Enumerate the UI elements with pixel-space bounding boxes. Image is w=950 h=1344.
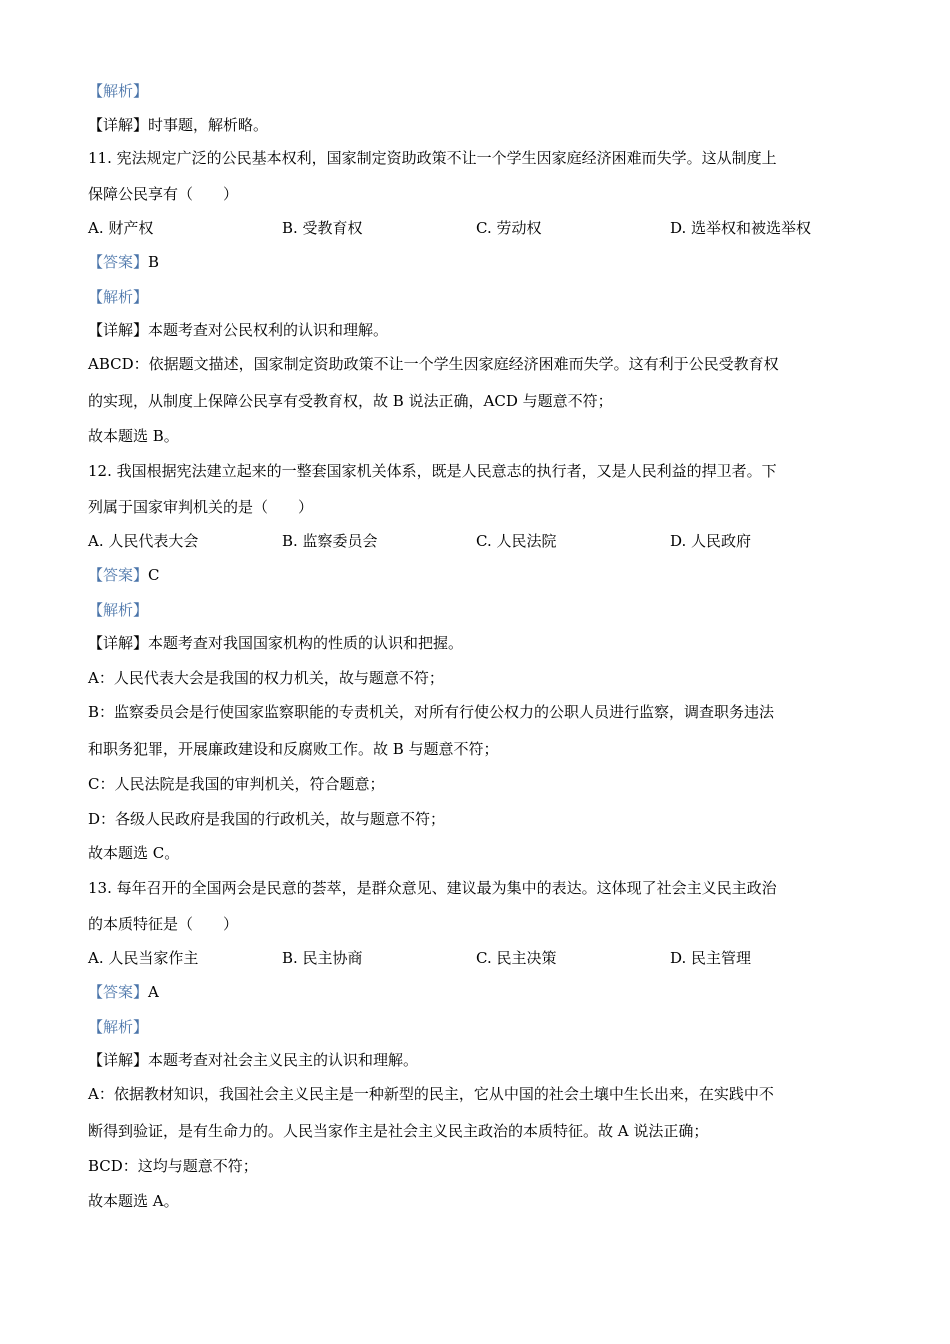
detail-line: C：人民法院是我国的审判机关，符合题意； bbox=[88, 775, 385, 793]
detail-line: 断得到验证，是有生命力的。人民当家作主是社会主义民主政治的本质特征。故 A 说法正确； bbox=[88, 1122, 709, 1140]
detail-line: A：依据教材知识，我国社会主义民主是一种新型的民主，它从中国的社会土壤中生长出来，在实践中不 bbox=[88, 1085, 774, 1103]
q11-stem: 11. 宪法规定广泛的公民基本权利，国家制定资助政策不让一个学生因家庭经济困难而失学。这从制度上 bbox=[88, 149, 777, 167]
q11-stem-cont: 保障公民享有（ ） bbox=[88, 185, 239, 203]
detail-line: D：各级人民政府是我国的行政机关，故与题意不符； bbox=[88, 810, 446, 828]
analysis-label: 【解析】 bbox=[88, 601, 149, 619]
q12-option-c: C. 人民法院 bbox=[476, 532, 557, 550]
detail-line: 故本题选 C。 bbox=[88, 844, 180, 862]
q13-option-b: B. 民主协商 bbox=[282, 949, 363, 967]
analysis-label: 【解析】 bbox=[88, 288, 149, 306]
analysis-label: 【解析】 bbox=[88, 1018, 149, 1036]
q12-answer bbox=[88, 565, 160, 585]
detail-line: ABCD：依据题文描述，国家制定资助政策不让一个学生因家庭经济困难而失学。这有利于公民受教育权 bbox=[88, 355, 779, 373]
q11-option-d: D. 选举权和被选举权 bbox=[670, 219, 812, 237]
analysis-label: 【解析】 bbox=[88, 82, 149, 100]
answer-label: 【答案】 bbox=[88, 253, 149, 271]
q12-stem-cont: 列属于国家审判机关的是（ ） bbox=[88, 498, 314, 516]
q13-stem-cont: 的本质特征是（ ） bbox=[88, 915, 239, 933]
q13-stem: 13. 每年召开的全国两会是民意的荟萃，是群众意见、建议最为集中的表达。这体现了社会主义民主政治 bbox=[88, 879, 777, 897]
q11-answer bbox=[88, 252, 159, 272]
q12-option-b: B. 监察委员会 bbox=[282, 532, 378, 550]
q12-option-d: D. 人民政府 bbox=[670, 532, 752, 550]
detail-line: 【详解】本题考查对公民权利的认识和理解。 bbox=[88, 321, 389, 339]
detail-line: 故本题选 B。 bbox=[88, 427, 179, 445]
q13-option-a: A. 人民当家作主 bbox=[88, 949, 199, 967]
answer-value: C bbox=[148, 566, 160, 584]
answer-label: 【答案】 bbox=[88, 983, 149, 1001]
detail-line: 和职务犯罪，开展廉政建设和反腐败工作。故 B 与题意不符； bbox=[88, 740, 499, 758]
detail-line: A：人民代表大会是我国的权力机关，故与题意不符； bbox=[88, 669, 444, 687]
detail-line: BCD：这均与题意不符； bbox=[88, 1157, 258, 1175]
q11-option-c: C. 劳动权 bbox=[476, 219, 542, 237]
q12-stem: 12. 我国根据宪法建立起来的一整套国家机关体系，既是人民意志的执行者，又是人民利益的捍卫者。下 bbox=[88, 462, 777, 480]
answer-value: A bbox=[148, 983, 159, 1001]
answer-label: 【答案】 bbox=[88, 566, 149, 584]
q13-option-d: D. 民主管理 bbox=[670, 949, 752, 967]
detail-line: B：监察委员会是行使国家监察职能的专责机关，对所有行使公权力的公职人员进行监察，调查职务违法 bbox=[88, 703, 775, 721]
q11-option-a: A. 财产权 bbox=[88, 219, 154, 237]
detail-line: 故本题选 A。 bbox=[88, 1192, 179, 1210]
detail-line: 的实现，从制度上保障公民享有受教育权，故 B 说法正确，ACD 与题意不符； bbox=[88, 392, 613, 410]
detail-line: 【详解】本题考查对社会主义民主的认识和理解。 bbox=[88, 1051, 419, 1069]
q11-option-b: B. 受教育权 bbox=[282, 219, 363, 237]
detail-line: 【详解】时事题，解析略。 bbox=[88, 116, 269, 134]
q13-option-c: C. 民主决策 bbox=[476, 949, 557, 967]
q13-answer bbox=[88, 982, 159, 1002]
detail-line: 【详解】本题考查对我国国家机构的性质的认识和把握。 bbox=[88, 634, 464, 652]
q12-option-a: A. 人民代表大会 bbox=[88, 532, 199, 550]
answer-value: B bbox=[148, 253, 160, 271]
